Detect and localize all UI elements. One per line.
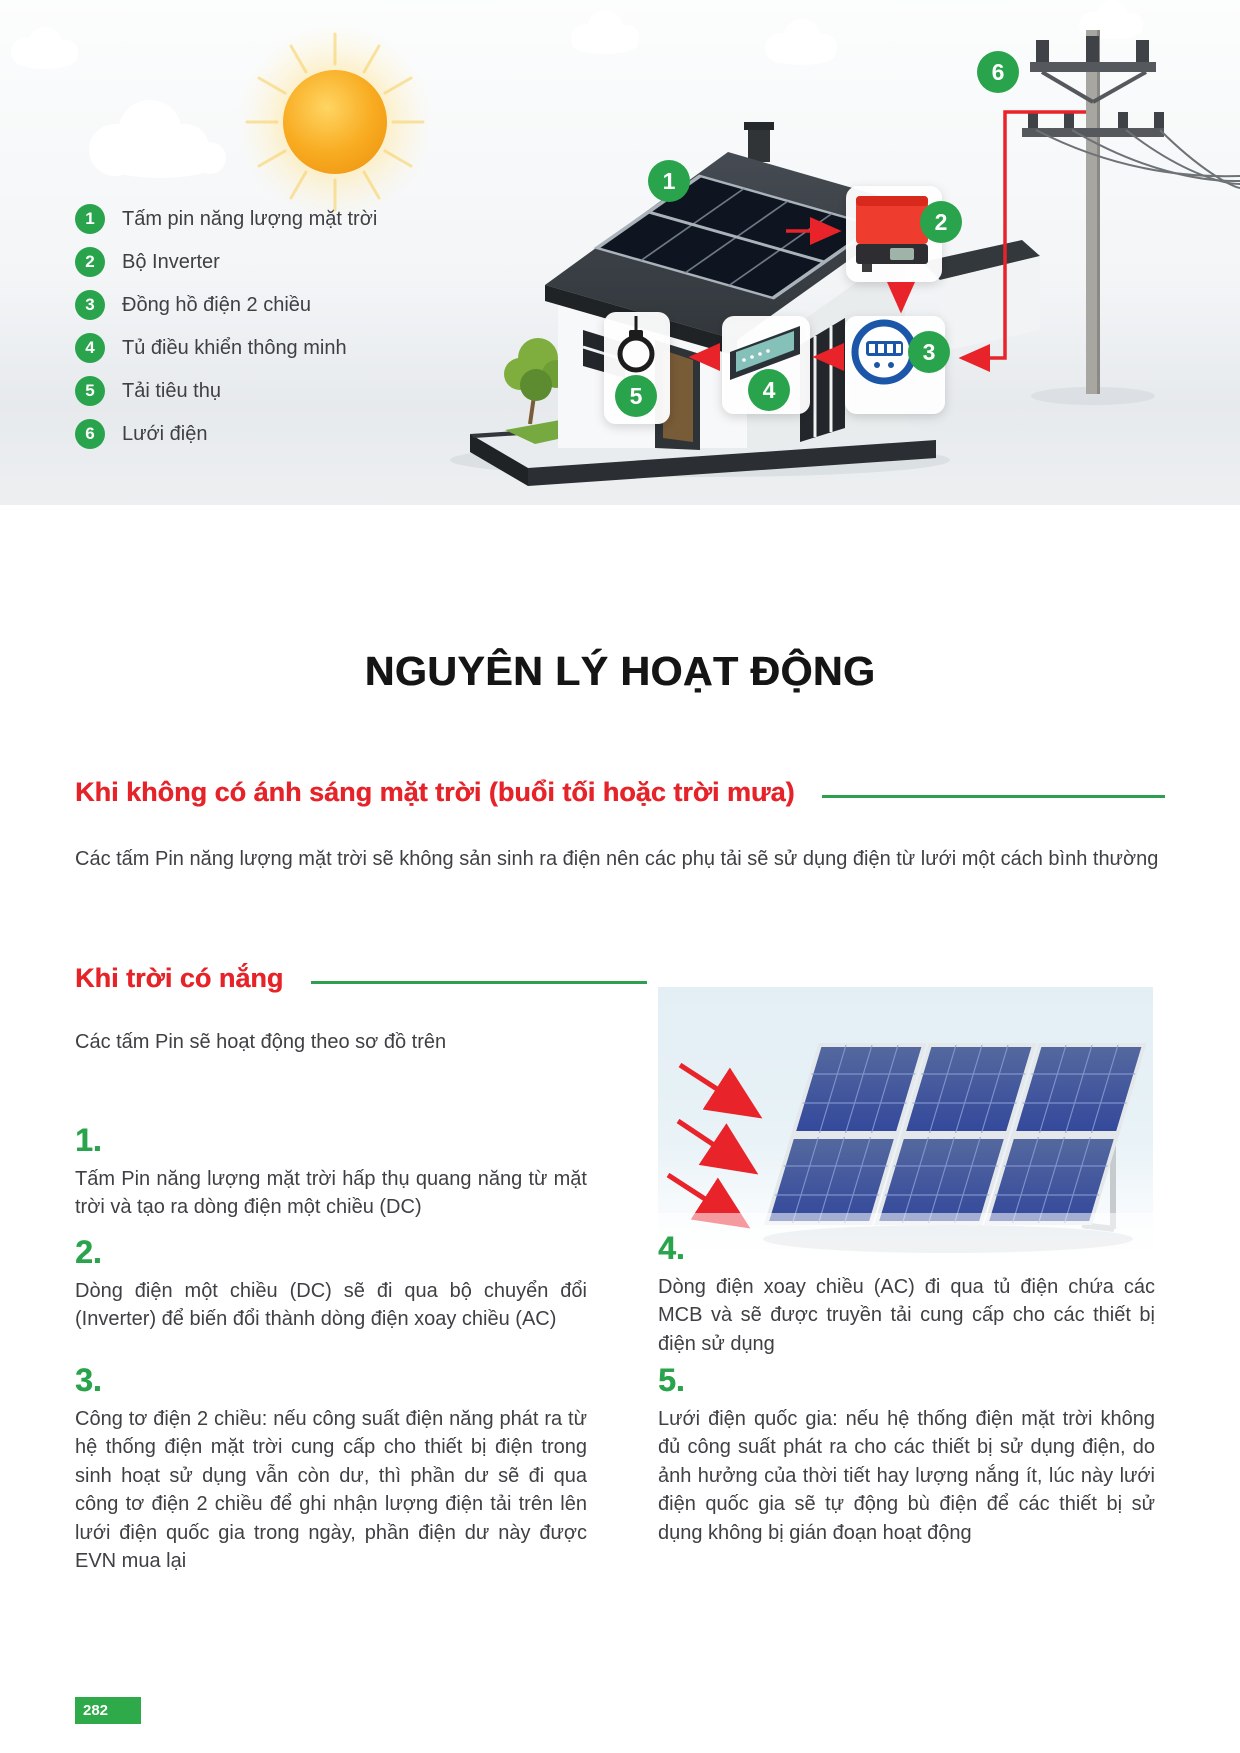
svg-text:6: 6 [991, 59, 1005, 85]
section-2-heading: Khi trời có nắng [75, 963, 284, 993]
inverter-icon [856, 196, 928, 272]
step-number: 3. [75, 1362, 102, 1398]
cloud-icon [11, 0, 1143, 178]
legend-item [75, 290, 377, 320]
legend-badge-4: 4 [75, 333, 105, 363]
marker-3 [908, 331, 950, 373]
legend-item [75, 333, 377, 363]
power-pole-icon [1022, 30, 1240, 405]
step-number: 1. [75, 1122, 102, 1158]
svg-text:4: 4 [762, 377, 776, 403]
sunlight-arrows [668, 1065, 754, 1223]
legend-label: Tấm pin năng lượng mặt trời [122, 207, 378, 230]
legend-item [75, 247, 377, 277]
marker-4 [748, 369, 790, 411]
step-1 [75, 1124, 587, 1222]
section-1-heading: Khi không có ánh sáng mặt trời (buổi tối hoặc trời mưa) [75, 777, 795, 807]
marker-2 [920, 201, 962, 243]
step-number: 5. [658, 1362, 685, 1398]
legend-label: Tủ điều khiển thông minh [122, 336, 347, 359]
page-title: NGUYÊN LÝ HOẠT ĐỘNG [364, 648, 876, 694]
legend-badge-1: 1 [75, 204, 105, 234]
green-rule [822, 795, 1165, 798]
marker-5 [615, 375, 657, 417]
legend-item [75, 419, 377, 449]
legend-label: Lưới điện [122, 422, 208, 445]
svg-text:1: 1 [662, 168, 676, 194]
step-4 [658, 1232, 1155, 1358]
electric-meter-icon [855, 323, 913, 381]
step-text: Dòng điện một chiều (DC) sẽ đi qua bộ chuyển đổi (Inverter) để biến đổi thành dòng điện xoay chiều (AC) [75, 1280, 587, 1331]
legend-label: Đồng hồ điện 2 chiều [122, 293, 312, 316]
legend-label: Bộ Inverter [122, 250, 220, 273]
legend-label: Tải tiêu thụ [122, 379, 221, 402]
diagram-legend [75, 204, 377, 462]
marker-1 [648, 160, 690, 202]
legend-item [75, 204, 377, 234]
marker-6 [977, 51, 1019, 93]
step-number: 2. [75, 1234, 102, 1270]
solar-panels [767, 1045, 1144, 1223]
step-2 [75, 1236, 587, 1334]
green-rule [311, 981, 647, 984]
step-3 [75, 1364, 587, 1575]
solar-system-diagram [0, 0, 1240, 505]
legend-badge-5: 5 [75, 376, 105, 406]
sun-icon [237, 24, 433, 220]
step-number: 4. [658, 1230, 685, 1266]
page-number-badge: 282 [75, 1697, 141, 1724]
svg-text:5: 5 [629, 383, 643, 409]
step-text: Lưới điện quốc gia: nếu hệ thống điện mặt trời không đủ công suất phát ra cho các thiết bị sử dụng điện, do ảnh hưởng của thời tiết hay lượng nắng ít, lúc này lưới điện quốc gia sẽ tự động bù điện để các thiết bị sử dụng không bị gián đoạn hoạt động [658, 1408, 1155, 1544]
svg-text:3: 3 [922, 339, 936, 365]
solar-panel-figure [658, 987, 1153, 1267]
solar-panel-array-illustration [658, 987, 1153, 1267]
legend-badge-3: 3 [75, 290, 105, 320]
legend-badge-2: 2 [75, 247, 105, 277]
svg-text:2: 2 [934, 209, 948, 235]
section-1-body: Các tấm Pin năng lượng mặt trời sẽ không sản sinh ra điện nên các phụ tải sẽ sử dụng điện từ lưới một cách bình thường [75, 848, 1159, 870]
step-text: Tấm Pin năng lượng mặt trời hấp thụ quang năng từ mặt trời và tạo ra dòng điện một chiều (DC) [75, 1168, 587, 1219]
power-lines [1036, 130, 1240, 188]
section-2-body: Các tấm Pin sẽ hoạt động theo sơ đồ trên [75, 1031, 447, 1053]
section-heading-row [75, 962, 647, 994]
legend-badge-6: 6 [75, 419, 105, 449]
step-text: Dòng điện xoay chiều (AC) đi qua tủ điện chứa các MCB và sẽ được truyền tải cung cấp cho các thiết bị điện sử dụng [658, 1276, 1155, 1355]
step-5 [658, 1364, 1155, 1547]
legend-item [75, 376, 377, 406]
section-heading-row [75, 776, 1165, 808]
step-text: Công tơ điện 2 chiều: nếu công suất điện năng phát ra từ hệ thống điện mặt trời cung cấp cho thiết bị điện trong sinh hoạt sử dụng vẫn còn dư, thì phần dư sẽ đi qua công tơ điện 2 chiều để ghi nhận lượng điện tải trên lên lưới điện quốc gia trong ngày, phần điện dư này được EVN mua lại [75, 1408, 587, 1572]
